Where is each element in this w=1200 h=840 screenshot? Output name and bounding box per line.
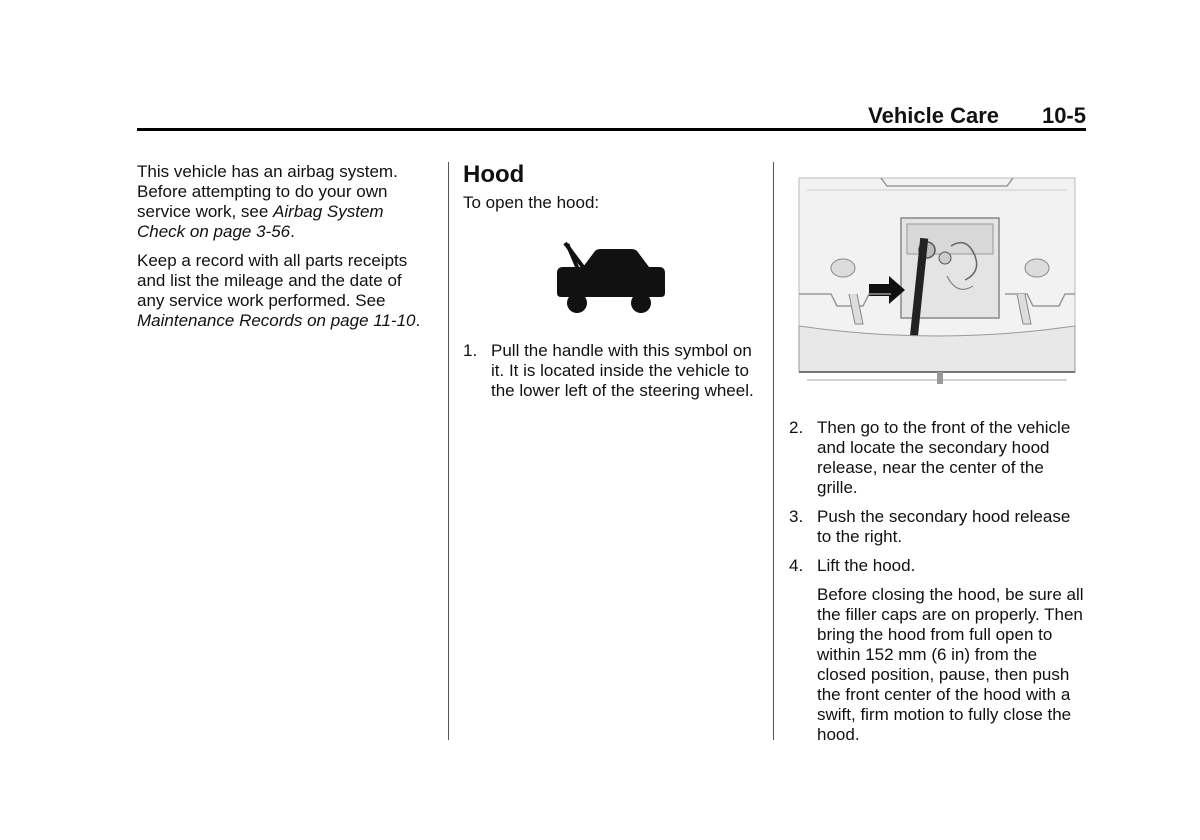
column-divider-2 — [773, 162, 774, 740]
step-text: Lift the hood. — [817, 556, 916, 575]
punct: . — [415, 311, 421, 330]
step-2 — [789, 418, 1087, 498]
column-right — [789, 162, 1087, 754]
step-number: 2. — [789, 418, 804, 437]
hood-icon-wrap — [463, 239, 759, 315]
step-text: Then go to the front of the vehicle and locate the secondary hood release, near the center of the grille. — [817, 418, 1071, 497]
hood-open-icon — [553, 239, 669, 315]
step-number: 1. — [463, 341, 478, 360]
hood-heading: Hood — [463, 161, 525, 188]
step-number: 3. — [789, 507, 804, 526]
column-left — [137, 162, 433, 340]
step-1 — [463, 341, 759, 401]
closing-hood-note: Before closing the hood, be sure all the filler caps are on properly. Then bring the hood from full open to within 152 mm (6 in) from the closed position, pause, then push the front center of the hood with a swift, firm motion to fully close the hood. — [817, 585, 1084, 744]
punct: . — [290, 222, 295, 241]
airbag-text: This vehicle has an airbag system. Before attempting to do your own service work, see — [137, 162, 398, 221]
step-3 — [789, 507, 1087, 547]
page-number: 10-5 — [1041, 103, 1086, 128]
records-text: Keep a record with all parts receipts and list the mileage and the date of any service work performed. See — [137, 251, 408, 310]
airbag-check-reference: Airbag System Check on page 3-56 — [137, 202, 384, 241]
step-number: 4. — [789, 556, 804, 575]
section-title: Vehicle Care — [868, 103, 999, 128]
step-4 — [789, 556, 1087, 576]
secondary-hood-release-illustration — [797, 176, 1077, 392]
step-text: Push the secondary hood release to the right. — [817, 507, 1071, 546]
header-rule — [137, 128, 1086, 131]
column-divider-1 — [448, 162, 449, 740]
maintenance-records-reference: Maintenance Records on page 11-10 — [137, 311, 416, 330]
hood-intro: To open the hood: — [463, 193, 600, 212]
step-text: Pull the handle with this symbol on it. It is located inside the vehicle to the lower left of the steering wheel. — [491, 341, 754, 400]
column-middle — [463, 162, 759, 410]
airbag-paragraph — [137, 162, 433, 242]
records-paragraph — [137, 251, 433, 331]
page-header — [137, 100, 1086, 130]
